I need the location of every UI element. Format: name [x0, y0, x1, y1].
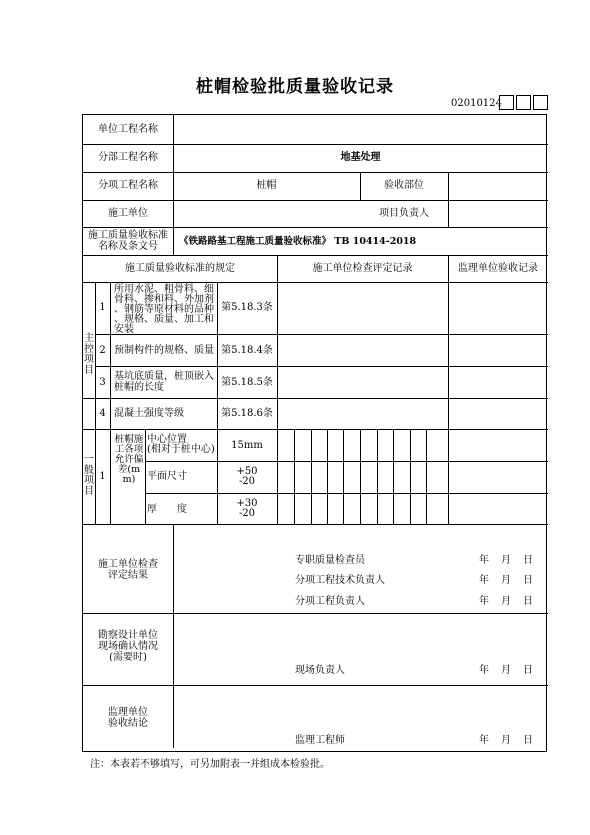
date-day: 日 — [523, 575, 533, 586]
tolerance-value: 15mm — [231, 440, 263, 451]
code-box[interactable] — [533, 95, 548, 110]
tolerance-item-name: 中心位置 (相对于桩中心) — [147, 434, 215, 455]
general-group-label: 一般项目 — [84, 454, 94, 497]
date-day: 日 — [523, 555, 533, 566]
construction-result-label: 施工单位检查 评定结果 — [98, 559, 158, 581]
standard-label-line1: 施工质量验收标准 — [88, 230, 168, 241]
date-day: 日 — [523, 735, 533, 746]
division-project-value: 地基处理 — [340, 152, 381, 163]
project-manager-label: 项目负责人 — [379, 208, 429, 219]
item-clause: 第5.18.5条 — [221, 377, 273, 388]
general-item-no: 1 — [99, 471, 106, 482]
unit-project-label: 单位工程名称 — [98, 124, 158, 135]
item-no: 3 — [99, 377, 106, 388]
supervision-conclusion-label: 监理单位 验收结论 — [108, 707, 148, 729]
item-no: 2 — [99, 345, 106, 356]
date-year: 年 — [479, 555, 489, 566]
acceptance-table — [82, 114, 547, 752]
standard-value: 《铁路路基工程施工质量验收标准》 TB 10414-2018 — [179, 236, 417, 247]
item-description: 所用水泥、粗骨料、细 骨料、掺和料、外加剂 、钢筋等原材料的品种 、规格、质量、加工和 安装 — [114, 284, 214, 335]
code-box[interactable] — [499, 95, 514, 110]
main-control-group-label: 主控项目 — [84, 333, 94, 376]
tolerance-value: +30 -20 — [236, 498, 258, 519]
construction-unit-label: 施工单位 — [108, 208, 148, 219]
date-month: 月 — [501, 575, 511, 586]
page-title: 桩帽检验批质量验收记录 — [196, 77, 394, 97]
date-year: 年 — [479, 596, 489, 607]
subitem-project-label: 分项工程名称 — [98, 180, 158, 191]
date-month: 月 — [501, 735, 511, 746]
code-box[interactable] — [516, 95, 531, 110]
acceptance-part-label: 验收部位 — [384, 180, 424, 191]
tolerance-subgroup-label: 桩帽施工各项允许偏差(mm) — [114, 434, 144, 485]
construction-check-header: 施工单位检查评定记录 — [312, 263, 413, 274]
spec-header: 施工质量验收标准的规定 — [125, 263, 235, 274]
date-month: 月 — [501, 665, 511, 676]
item-no: 1 — [99, 302, 106, 313]
item-description: 预制构件的规格、质量 — [114, 345, 214, 356]
tech-lead-label: 分项工程技术负责人 — [295, 575, 385, 586]
date-year: 年 — [479, 665, 489, 676]
form-code: 02010124 — [451, 98, 502, 109]
tolerance-item-name: 平面尺寸 — [147, 471, 187, 482]
date-day: 日 — [523, 596, 533, 607]
item-description: 混凝土强度等级 — [114, 408, 184, 419]
item-no: 4 — [99, 408, 106, 419]
subitem-project-value: 桩帽 — [256, 180, 277, 191]
subitem-lead-label: 分项工程负责人 — [295, 596, 365, 607]
date-year: 年 — [479, 735, 489, 746]
code-boxes — [499, 95, 550, 114]
standard-label-line2: 名称及条文号 — [98, 241, 158, 252]
date-year: 年 — [479, 575, 489, 586]
item-clause: 第5.18.6条 — [221, 408, 273, 419]
quality-inspector-label: 专职质量检查员 — [295, 555, 365, 566]
site-lead-label: 现场负责人 — [295, 665, 345, 676]
supervision-engineer-label: 监理工程师 — [295, 735, 345, 746]
tolerance-value: +50 -20 — [236, 466, 258, 487]
date-month: 月 — [501, 555, 511, 566]
supervision-header: 监理单位验收记录 — [458, 263, 538, 274]
item-clause: 第5.18.3条 — [221, 302, 273, 313]
item-description: 基坑底质量，桩顶嵌入 桩帽的长度 — [114, 371, 214, 393]
item-clause: 第5.18.4条 — [221, 345, 273, 356]
tolerance-item-name: 厚 度 — [147, 504, 187, 515]
date-month: 月 — [501, 596, 511, 607]
design-confirm-label: 勘察设计单位 现场确认情况 (需要时) — [98, 630, 158, 663]
date-day: 日 — [523, 665, 533, 676]
footnote: 注：本表若不够填写，可另加附表一并组成本检验批。 — [90, 759, 330, 770]
division-project-label: 分部工程名称 — [98, 152, 158, 163]
